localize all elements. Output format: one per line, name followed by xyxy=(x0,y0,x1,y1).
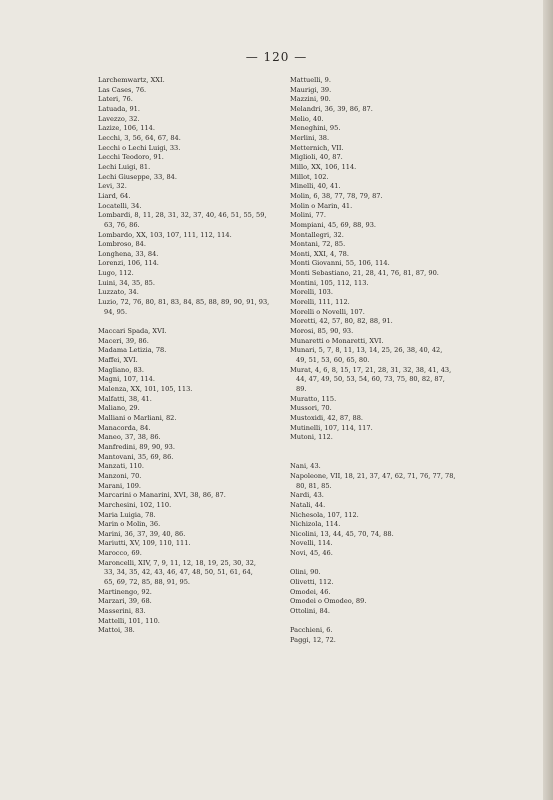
index-entry-text: Ottolini, 84. xyxy=(290,607,330,616)
index-entry xyxy=(290,597,485,607)
index-entry xyxy=(290,588,485,598)
index-entry xyxy=(98,395,283,405)
index-entry xyxy=(290,211,485,221)
index-entry xyxy=(98,76,283,86)
index-entry xyxy=(98,86,283,96)
index-entry xyxy=(290,95,485,105)
page-edge xyxy=(543,0,553,800)
index-entry-text: Monti, XXI, 4, 78. xyxy=(290,249,349,258)
index-entry-text: Nardi, 43. xyxy=(290,491,324,500)
index-entry xyxy=(98,105,283,115)
index-entry-text: Lombardi, 8, 11, 28, 31, 32, 37, 40, 46, 51, 55, 59, xyxy=(98,211,267,220)
index-entry-text: Lechi Luigi, 81. xyxy=(98,162,151,171)
index-entry xyxy=(290,144,485,154)
index-entry-text: Magni, 107, 114. xyxy=(98,375,155,384)
index-entry-text: Marzari, 39, 68. xyxy=(98,597,152,606)
index-entry-text: Lazize, 106, 114. xyxy=(98,124,155,133)
index-entry-text: Nicolini, 13, 44, 45, 70, 74, 88. xyxy=(290,529,394,538)
index-entry-text: Marchesini, 102, 110. xyxy=(98,500,172,509)
index-entry xyxy=(98,144,283,154)
index-entry xyxy=(98,288,283,298)
index-entry xyxy=(98,202,283,212)
index-entry xyxy=(290,124,485,134)
index-entry xyxy=(290,578,485,588)
index-entry-continuation: 89. xyxy=(296,385,307,393)
index-entry-text: Moretti, 42, 57, 80, 82, 88, 91. xyxy=(290,317,393,326)
index-entry xyxy=(290,414,485,424)
index-entry xyxy=(98,424,283,434)
index-entry xyxy=(290,259,485,269)
index-entry-text: Molin, 6, 38, 77, 78, 79, 87. xyxy=(290,191,383,200)
index-entry-text: Morelli o Novelli, 107. xyxy=(290,307,365,316)
index-entry-continuation: 44, 47, 49, 50, 53, 54, 60, 73, 75, 80, 82, 87, xyxy=(296,375,445,384)
index-entry xyxy=(98,453,283,463)
index-entry xyxy=(98,192,283,202)
index-entry xyxy=(290,163,485,173)
index-entry xyxy=(98,231,283,241)
index-entry xyxy=(290,317,485,327)
index-entry-text: Luzzato, 34. xyxy=(98,288,139,297)
index-entry xyxy=(98,163,283,173)
index-entry-text: Muratto, 115. xyxy=(290,394,337,403)
index-entry xyxy=(290,501,485,511)
index-entry-text: Munari, 5, 7, 8, 11, 13, 14, 25, 26, 38, 40, 42, xyxy=(290,346,443,355)
index-entry xyxy=(290,240,485,250)
entry-spacer xyxy=(290,617,485,627)
index-entry xyxy=(98,559,283,588)
index-entry xyxy=(98,617,283,627)
index-entry-text: Montini, 105, 112, 113. xyxy=(290,278,369,287)
index-entry-text: Lavezzo, 32. xyxy=(98,114,140,123)
index-entry xyxy=(290,173,485,183)
index-entry-text: Millot, 102. xyxy=(290,172,329,181)
index-entry xyxy=(98,269,283,279)
index-entry xyxy=(98,443,283,453)
index-entry xyxy=(98,279,283,289)
index-entry xyxy=(290,404,485,414)
index-entry-text: Lechi Giuseppe, 33, 84. xyxy=(98,172,177,181)
index-entry-text: Olini, 90. xyxy=(290,568,321,577)
index-entry-text: Manzoni, 70. xyxy=(98,471,142,480)
index-entry xyxy=(290,472,485,491)
index-entry-text: Marocco, 69. xyxy=(98,549,142,558)
index-entry xyxy=(98,472,283,482)
index-entry xyxy=(290,298,485,308)
index-entry-text: Melio, 40. xyxy=(290,114,324,123)
index-entry-text: Molin o Marin, 41. xyxy=(290,201,353,210)
index-entry-text: Manzati, 110. xyxy=(98,462,144,471)
index-entry xyxy=(290,308,485,318)
index-entry xyxy=(290,511,485,521)
index-entry xyxy=(290,134,485,144)
index-entry-text: Mutoni, 112. xyxy=(290,433,333,442)
index-entry xyxy=(98,124,283,134)
index-entry xyxy=(290,337,485,347)
index-entry-text: Monti Giovanni, 55, 106, 114. xyxy=(290,259,390,268)
entry-spacer xyxy=(290,453,485,463)
index-entry xyxy=(98,134,283,144)
index-entry xyxy=(290,202,485,212)
index-entry xyxy=(98,366,283,376)
index-entry xyxy=(98,95,283,105)
index-entry-text: Las Cases, 76. xyxy=(98,85,147,94)
index-entry xyxy=(290,607,485,617)
index-entry xyxy=(290,549,485,559)
index-entry-text: Mutinelli, 107, 114, 117. xyxy=(290,423,373,432)
index-entry xyxy=(98,337,283,347)
index-entry-text: Malliani o Marliani, 82. xyxy=(98,413,177,422)
index-entry-text: Lombroso, 84. xyxy=(98,240,146,249)
index-entry-continuation: 49, 51, 53, 60, 65, 80. xyxy=(296,356,370,365)
index-entry-text: Paggi, 12, 72. xyxy=(290,636,336,644)
index-entry-text: Mazzini, 90. xyxy=(290,95,331,104)
index-entry xyxy=(98,491,283,501)
index-entry-text: Monti Sebastiano, 21, 28, 41, 76, 81, 87, 90. xyxy=(290,269,439,278)
index-entry-text: Marcarini o Manarini, XVI, 38, 86, 87. xyxy=(98,491,226,500)
index-entry xyxy=(98,597,283,607)
index-entry-text: Pacchieni, 6. xyxy=(290,626,333,635)
index-entry-text: Lecchi o Lechi Luigi, 33. xyxy=(98,143,181,152)
index-entry-text: Murat, 4, 6, 8, 15, 17, 21, 28, 31, 32, 38, 41, 43, xyxy=(290,365,452,374)
index-entry xyxy=(290,221,485,231)
index-entry xyxy=(98,414,283,424)
index-entry xyxy=(98,211,283,230)
index-entry-text: Mattuelli, 9. xyxy=(290,76,331,84)
index-entry xyxy=(98,433,283,443)
index-entry-continuation: 63, 76, 86. xyxy=(104,220,140,229)
index-entry xyxy=(290,636,485,646)
index-entry-text: Maurigi, 39. xyxy=(290,85,332,94)
index-entry-text: Martinengo, 92. xyxy=(98,587,152,596)
index-entry-text: Mattoi, 38. xyxy=(98,626,135,635)
index-entry xyxy=(290,395,485,405)
index-entry-text: Lorenzi, 106, 114. xyxy=(98,259,159,268)
index-entry xyxy=(290,539,485,549)
index-entry xyxy=(98,404,283,414)
index-entry xyxy=(98,539,283,549)
index-entry-text: Maria Luigia, 78. xyxy=(98,510,156,519)
index-entry-text: Levi, 32. xyxy=(98,182,127,191)
index-entry-text: Nani, 43. xyxy=(290,462,321,471)
index-entry xyxy=(290,530,485,540)
index-entry xyxy=(98,588,283,598)
index-entry xyxy=(98,356,283,366)
index-entry xyxy=(98,182,283,192)
index-entry-text: Nichizola, 114. xyxy=(290,520,341,529)
index-entry-text: Mantovani, 35, 69, 86. xyxy=(98,452,174,461)
index-entry-text: Masserini, 83. xyxy=(98,607,146,616)
index-entry-text: Olivetti, 112. xyxy=(290,578,334,587)
index-entry-text: Liard, 64. xyxy=(98,191,131,200)
index-entry xyxy=(290,153,485,163)
index-entry-text: Montallegri, 32. xyxy=(290,230,344,239)
page-number: — 120 — xyxy=(245,50,308,64)
index-entry-continuation: 94, 95. xyxy=(104,307,128,316)
index-entry xyxy=(98,626,283,636)
index-entry-text: Morelli, 103. xyxy=(290,288,333,297)
index-entry-text: Nichesola, 107, 112. xyxy=(290,510,359,519)
index-entry xyxy=(98,298,283,317)
index-entry xyxy=(290,288,485,298)
index-entry-text: Locatelli, 34. xyxy=(98,201,142,210)
index-entry-text: Melandri, 36, 39, 86, 87. xyxy=(290,104,373,113)
index-entry xyxy=(290,424,485,434)
index-entry-text: Maceri, 39, 86. xyxy=(98,336,149,345)
index-entry xyxy=(98,250,283,260)
index-entry xyxy=(290,366,485,395)
index-entry-text: Mattelli, 101, 110. xyxy=(98,616,160,625)
entry-spacer xyxy=(290,559,485,569)
index-entry-text: Mussori, 70. xyxy=(290,404,332,413)
index-entry-text: Marini, 36, 37, 39, 40, 86. xyxy=(98,529,186,538)
index-entry-text: Maccari Spada, XVI. xyxy=(98,327,167,336)
index-entry-text: Maffei, XVI. xyxy=(98,356,138,365)
index-entry xyxy=(98,607,283,617)
index-entry xyxy=(98,327,283,337)
index-entry-text: Natali, 44. xyxy=(290,500,326,509)
index-entry xyxy=(290,86,485,96)
index-entry xyxy=(290,250,485,260)
index-entry-text: Longhena, 33, 84. xyxy=(98,249,159,258)
index-entry-text: Omodei o Omodeo, 89. xyxy=(290,597,367,606)
index-entry xyxy=(290,279,485,289)
index-entry xyxy=(98,173,283,183)
index-entry-text: Malfatti, 38, 41. xyxy=(98,394,152,403)
index-entry-text: Lecchi, 3, 56, 64, 67, 84. xyxy=(98,133,181,142)
entry-spacer xyxy=(290,443,485,453)
entry-spacer xyxy=(98,317,283,327)
index-entry-continuation: 65, 69, 72, 85, 88, 91, 95. xyxy=(104,578,190,587)
index-entry-text: Meneghini, 95. xyxy=(290,124,341,133)
index-entry xyxy=(98,520,283,530)
index-entry-text: Larchemwartz, XXI. xyxy=(98,76,165,84)
index-entry-text: Manacorda, 84. xyxy=(98,423,151,432)
index-entry xyxy=(98,462,283,472)
index-entry xyxy=(290,491,485,501)
index-entry-text: Omodei, 46. xyxy=(290,587,331,596)
index-entry-text: Molini, 77. xyxy=(290,211,326,220)
index-entry-text: Luzio, 72, 76, 80, 81, 83, 84, 85, 88, 89, 90, 91, 93, xyxy=(98,298,270,307)
index-entry xyxy=(98,530,283,540)
index-entry xyxy=(98,259,283,269)
index-column-left xyxy=(98,76,283,636)
index-entry-text: Montani, 72, 85. xyxy=(290,240,346,249)
index-entry xyxy=(290,568,485,578)
index-entry xyxy=(290,76,485,86)
index-entry xyxy=(98,115,283,125)
index-entry xyxy=(290,346,485,365)
index-entry xyxy=(290,182,485,192)
index-entry-text: Lateri, 76. xyxy=(98,95,133,104)
index-entry xyxy=(98,501,283,511)
index-entry-text: Magliano, 83. xyxy=(98,365,144,374)
index-entry xyxy=(98,482,283,492)
index-entry-text: Morelli, 111, 112. xyxy=(290,298,350,307)
index-entry-text: Madama Letizia, 78. xyxy=(98,346,167,355)
index-entry-text: Minelli, 40, 41. xyxy=(290,182,341,191)
index-entry-text: Luini, 34, 35, 85. xyxy=(98,278,155,287)
index-entry-text: Maroncelli, XIV, 7, 9, 11, 12, 18, 19, 25, 30, 32, xyxy=(98,558,257,567)
index-entry-text: Morosi, 85, 90, 93. xyxy=(290,327,354,336)
index-entry-text: Napoleone, VII, 18, 21, 37, 47, 62, 71, 76, 77, 78, xyxy=(290,471,456,480)
index-entry xyxy=(290,327,485,337)
index-entry xyxy=(290,105,485,115)
index-entry-text: Manfredini, 89, 90, 93. xyxy=(98,442,175,451)
index-entry-text: Maneo, 37, 38, 86. xyxy=(98,433,161,442)
index-entry-text: Marin o Molin, 36. xyxy=(98,520,161,529)
index-entry-text: Mompiani, 45, 69, 88, 93. xyxy=(290,220,377,229)
index-entry xyxy=(98,511,283,521)
index-entry-text: Miglioli, 40, 87. xyxy=(290,153,343,162)
index-entry xyxy=(290,520,485,530)
index-entry xyxy=(290,231,485,241)
index-entry-text: Millo, XX, 106, 114. xyxy=(290,162,357,171)
index-entry-text: Munaretti o Monaretti, XVI. xyxy=(290,336,384,345)
index-entry xyxy=(98,153,283,163)
index-entry-text: Malenza, XX, 101, 105, 113. xyxy=(98,384,193,393)
index-entry xyxy=(98,549,283,559)
index-entry xyxy=(290,462,485,472)
index-entry-text: Maliano, 29. xyxy=(98,404,140,413)
index-entry-continuation: 80, 81, 85. xyxy=(296,481,332,490)
index-entry xyxy=(290,626,485,636)
index-entry-text: Novi, 45, 46. xyxy=(290,549,333,558)
index-entry-text: Metternich, VII. xyxy=(290,143,344,152)
index-entry xyxy=(98,385,283,395)
index-entry-text: Novelli, 114. xyxy=(290,539,333,548)
index-entry-continuation: 33, 34, 35, 42, 43, 46, 47, 48, 50, 51, 61, 64, xyxy=(104,568,253,577)
index-entry xyxy=(98,375,283,385)
index-entry xyxy=(98,240,283,250)
index-entry-text: Mustoxidi, 42, 87, 88. xyxy=(290,413,364,422)
index-entry xyxy=(290,192,485,202)
index-entry-text: Lecchi Teodoro, 91. xyxy=(98,153,164,162)
index-entry-text: Lombardo, XX, 103, 107, 111, 112, 114. xyxy=(98,230,232,239)
index-column-right xyxy=(290,76,485,646)
index-entry xyxy=(290,433,485,443)
index-entry-text: Merlini, 38. xyxy=(290,133,330,142)
index-entry xyxy=(290,269,485,279)
index-entry-text: Lugo, 112. xyxy=(98,269,134,278)
index-entry xyxy=(290,115,485,125)
index-entry-text: Latuada, 91. xyxy=(98,104,140,113)
index-entry xyxy=(98,346,283,356)
index-entry-text: Marani, 109. xyxy=(98,481,141,490)
index-entry-text: Mariutti, XV, 109, 110, 111. xyxy=(98,539,191,548)
